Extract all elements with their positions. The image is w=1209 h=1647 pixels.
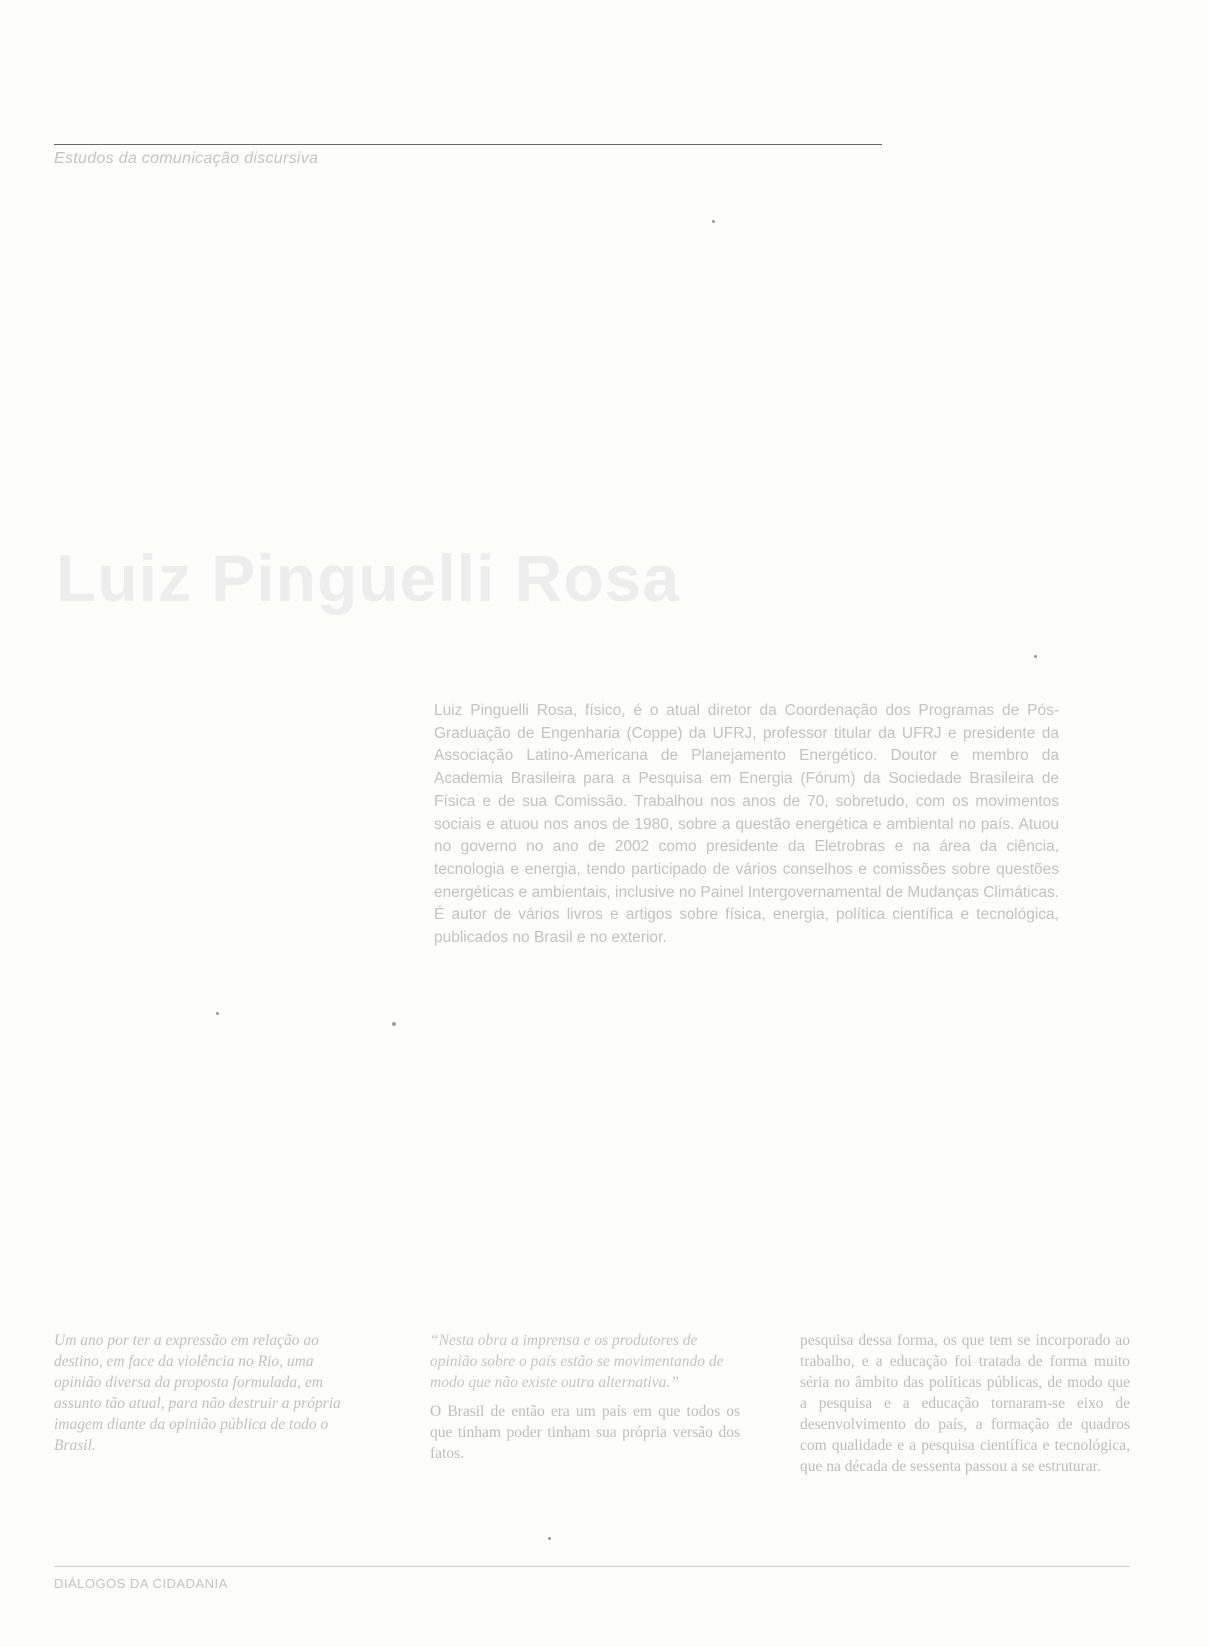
article-columns [54,1330,1130,1520]
article-title: Luiz Pinguelli Rosa [56,541,681,615]
page-footer: DIÁLOGOS DA CIDADANIA [54,1576,228,1591]
scan-speck [548,1537,551,1540]
pull-quote: “Nesta obra a imprensa e os produtores de opinião sobre o país estão se movimentando de modo que não existe outra alternativa.” [430,1332,724,1391]
column-2 [430,1330,740,1464]
column-2-text: O Brasil de então era um país em que todos os que tinham poder tinham sua própria versão dos fatos. [430,1403,740,1462]
column-1-text: Um ano por ter a expressão em relação ao destino, em face da violência no Rio, uma opinião diversa da proposta formulada, em assunto tão atual, para não destruir a própria imagem diante da opinião pública de todo o Brasil. [54,1332,341,1454]
author-bio: Luiz Pinguelli Rosa, físico, é o atual diretor da Coordenação dos Programas de Pós-Graduação de Engenharia (Coppe) da UFRJ, professor titular da UFRJ e presidente da Associação Latino-Americana de Planejamento Energético. Doutor e membro da Academia Brasileira para a Pesquisa em Energia (Fórum) da Sociedade Brasileira de Física e de sua Comissão. Trabalhou nos anos de 70, sobretudo, com os movimentos sociais e atuou nos anos de 1980, sobre a questão energética e ambiental no país. Atuou no governo no ano de 2002 como presidente da Eletrobras e na área da ciência, tecnologia e energia, tendo participado de vários conselhos e comissões sobre questões energéticas e ambientais, inclusive no Painel Intergovernamental de Mudanças Climáticas. É autor de vários livros e artigos sobre física, energia, política científica e tecnológica, publicados no Brasil e no exterior. [434,702,1059,947]
scan-speck [216,1012,219,1015]
top-rule [54,144,882,145]
scan-speck [1034,655,1037,658]
scan-speck [712,220,715,223]
bottom-rule [54,1566,1130,1567]
column-3-text: pesquisa dessa forma, os que tem se incorporado ao trabalho, e a educação foi tratada de forma muito séria no âmbito das políticas públicas, de modo que a pesquisa e a educação tornaram-se eixo de desenvolvimento do país, a formação de quadros com qualidade e a pesquisa científica e tecnológica, que na década de sessenta passou a se estruturar. [800,1332,1130,1475]
section-header: Estudos da comunicação discursiva [54,150,319,167]
column-1 [54,1330,354,1456]
scan-speck [392,1022,396,1026]
column-3 [800,1330,1130,1520]
